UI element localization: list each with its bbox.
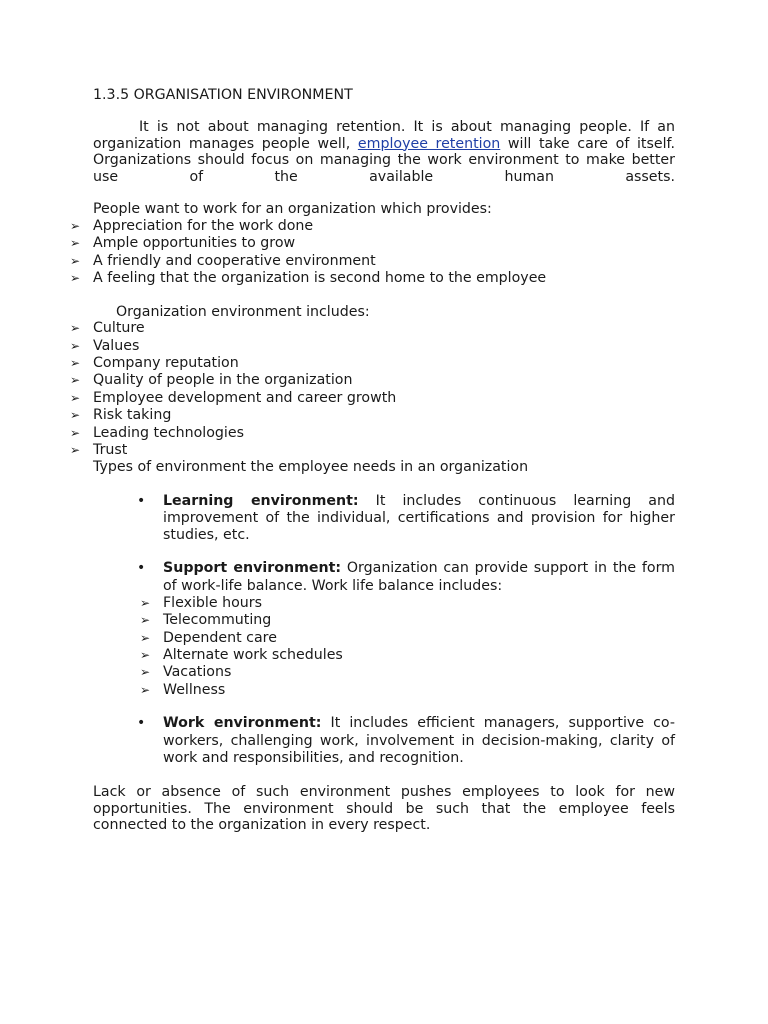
list-item: ➢ A feeling that the organization is second home to the employee: [70, 270, 547, 287]
includes-lead: Organization environment includes:: [116, 303, 370, 320]
arrow-bullet-icon: ➢: [70, 236, 81, 251]
intro-text-end: will take care of itself. Organizations should focus on managing the work environment to make better use of the available human assets.: [93, 135, 675, 185]
arrow-bullet-icon: ➢: [140, 648, 151, 663]
learning-environment-item: [93, 493, 675, 545]
arrow-bullet-icon: ➢: [70, 253, 81, 268]
intro-text-start: It is not about managing retention. It is about managing people. If an organization manages people well,: [93, 119, 675, 152]
arrow-bullet-icon: ➢: [70, 408, 81, 423]
list-item: ➢ Wellness: [140, 681, 226, 698]
arrow-bullet-icon: ➢: [70, 321, 81, 336]
arrow-bullet-icon: ➢: [70, 443, 81, 458]
list-item: ➢ Values: [70, 337, 140, 354]
list-item: ➢ Company reputation: [70, 355, 239, 371]
arrow-bullet-icon: ➢: [70, 425, 81, 440]
section-heading: 1.3.5 ORGANISATION ENVIRONMENT: [93, 87, 353, 103]
intro-paragraph: [93, 119, 675, 185]
support-environment-item: [93, 560, 675, 699]
list-item: ➢ Trust: [70, 442, 128, 459]
arrow-bullet-icon: ➢: [140, 595, 151, 610]
environment-types-list: [93, 493, 675, 767]
list-item: ➢ Appreciation for the work done: [70, 217, 314, 234]
item-title: Support environment:: [163, 560, 342, 577]
arrow-bullet-icon: ➢: [70, 271, 81, 286]
list-item: ➢ Flexible hours: [140, 594, 262, 611]
item-text: It includes efficient managers, supportive co-workers, challenging work, involvement in decision-making, clarity of work and responsibilities, and recognition.: [163, 715, 675, 766]
arrow-bullet-icon: ➢: [70, 356, 81, 370]
work-life-list: [140, 594, 675, 699]
arrow-bullet-icon: ➢: [140, 630, 151, 645]
arrow-bullet-icon: ➢: [140, 665, 151, 680]
list-item: ➢ Dependent care: [140, 629, 277, 646]
item-text: Organization can provide support in the form of work-life balance. Work life balance includes:: [163, 560, 675, 594]
list-item: ➢ Alternate work schedules: [140, 647, 343, 664]
item-title: Learning environment:: [163, 492, 359, 509]
arrow-bullet-icon: ➢: [70, 218, 81, 233]
document-body: [70, 86, 675, 834]
provides-list: [70, 217, 675, 288]
arrow-bullet-icon: ➢: [70, 390, 81, 405]
arrow-bullet-icon: ➢: [140, 682, 151, 697]
types-lead: Types of environment the employee needs in an organization: [93, 459, 529, 476]
list-item: ➢ Leading technologies: [70, 424, 244, 441]
list-item: ➢ Employee development and career growth: [70, 389, 397, 406]
conclusion-paragraph: Lack or absence of such environment pushes employees to look for new opportunities. The environment should be such that the employee feels connected to the organization in every respect.: [93, 783, 675, 834]
employee-retention-link[interactable]: employee retention: [357, 135, 501, 152]
bullet-icon: •: [137, 715, 146, 732]
list-item: ➢ Vacations: [140, 664, 232, 681]
item-title: Work environment:: [163, 715, 322, 732]
list-item: ➢ Quality of people in the organization: [70, 372, 353, 389]
list-item: ➢ Culture: [70, 320, 145, 337]
work-environment-item: [93, 715, 675, 767]
arrow-bullet-icon: ➢: [140, 613, 151, 628]
item-text: It includes continuous learning and improvement of the individual, certifications and provision for higher studies, etc.: [163, 492, 675, 544]
arrow-bullet-icon: ➢: [70, 373, 81, 388]
list-item: ➢ Telecommuting: [140, 612, 272, 629]
bullet-icon: •: [137, 492, 146, 509]
list-item: ➢ Ample opportunities to grow: [70, 235, 296, 252]
list-item: ➢ A friendly and cooperative environment: [70, 252, 376, 269]
provides-lead: People want to work for an organization which provides:: [93, 201, 492, 218]
arrow-bullet-icon: ➢: [70, 338, 81, 353]
includes-list: [70, 320, 675, 459]
bullet-icon: •: [137, 560, 146, 577]
list-item: ➢ Risk taking: [70, 407, 172, 424]
